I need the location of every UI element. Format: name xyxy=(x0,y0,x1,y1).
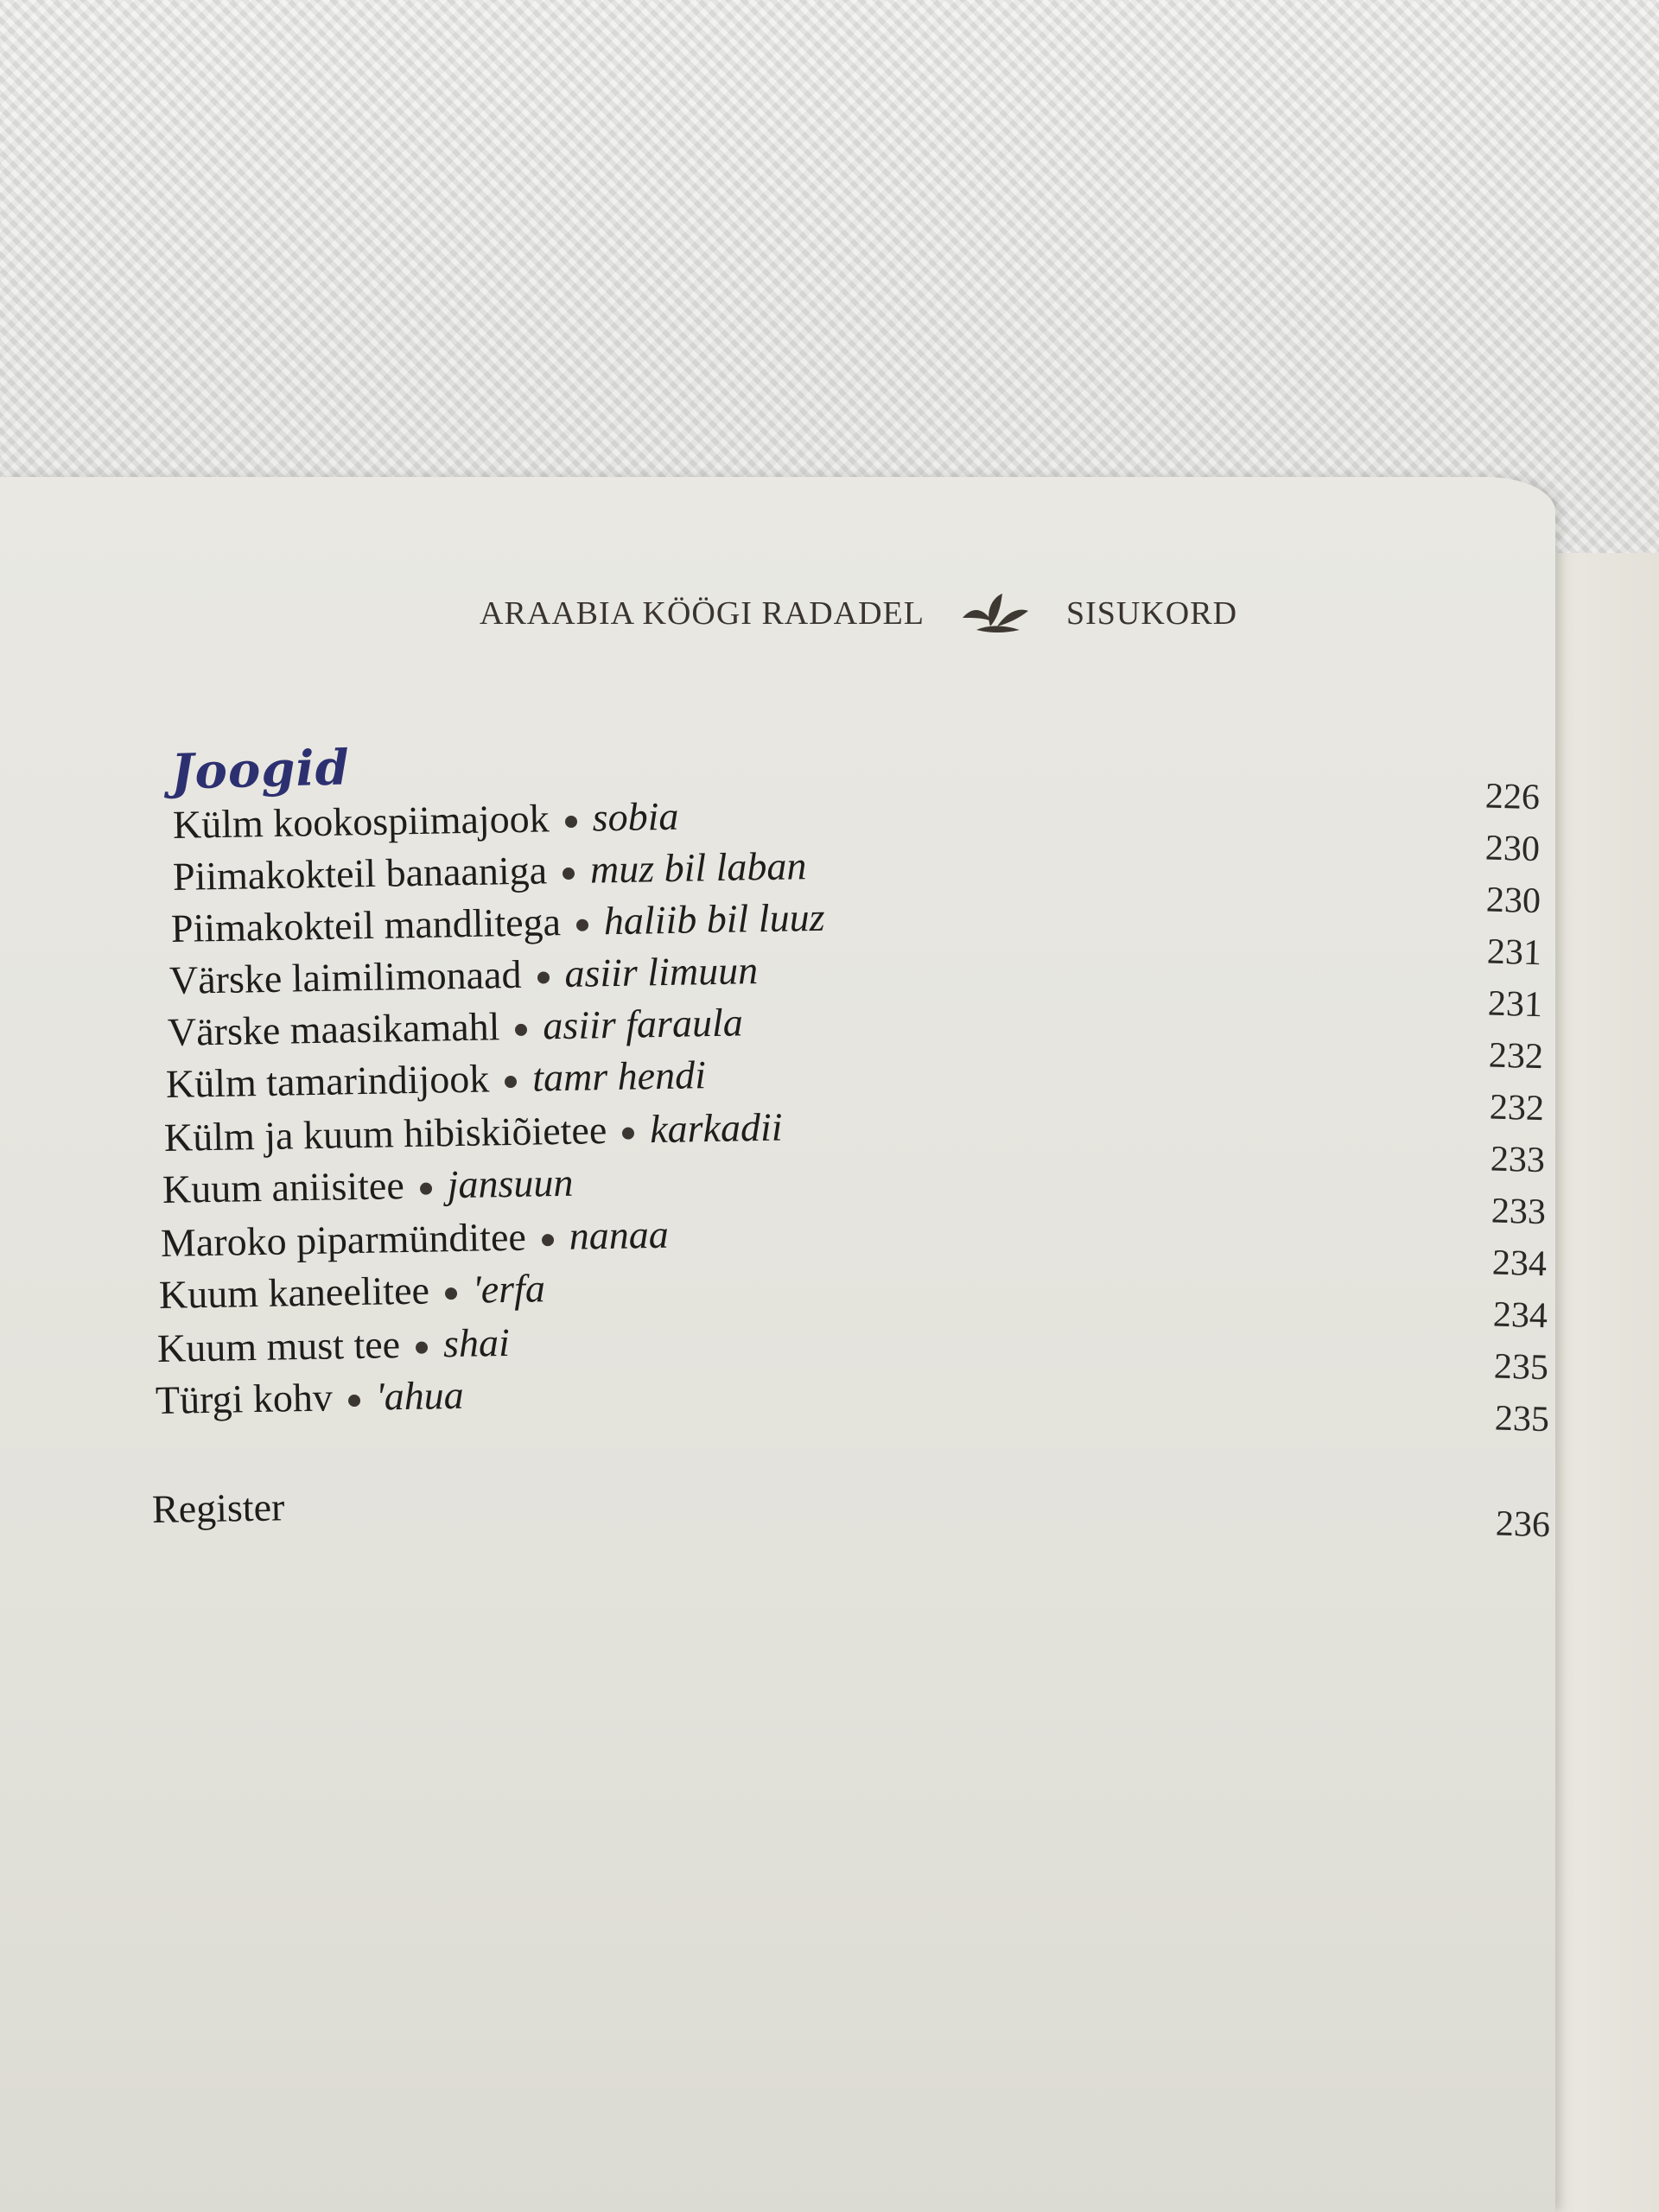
toc-entry xyxy=(166,1052,707,1107)
entry-name: Kuum must tee xyxy=(156,1322,401,1370)
toc-entry xyxy=(173,793,679,848)
entry-page-number: 235 xyxy=(1494,1398,1550,1440)
entry-name: Külm tamarindijook xyxy=(165,1056,490,1106)
bullet-icon xyxy=(445,1287,457,1300)
entry-page-number: 231 xyxy=(1486,931,1542,974)
toc-entry xyxy=(162,1160,574,1212)
entry-name: Türgi kohv xyxy=(155,1375,334,1422)
header-section-title: SISUKORD xyxy=(1065,595,1238,632)
bullet-icon xyxy=(542,1235,554,1247)
toc-entry xyxy=(157,1319,511,1371)
bullet-icon xyxy=(420,1183,432,1195)
entry-name: Piimakokteil mandlitega xyxy=(170,899,562,950)
entry-native-name: 'ahua xyxy=(375,1372,465,1419)
entry-page-number: 234 xyxy=(1492,1294,1548,1337)
bullet-icon xyxy=(622,1128,634,1140)
toc-entry xyxy=(164,1104,783,1160)
bullet-icon xyxy=(348,1395,360,1407)
header-book-title: ARAABIA KÖÖGI RADADEL xyxy=(480,595,925,632)
bullet-icon xyxy=(505,1076,517,1088)
entry-page-number: 231 xyxy=(1487,983,1543,1026)
entry-native-name: karkadii xyxy=(649,1104,783,1152)
toc-entry xyxy=(169,947,759,1003)
entry-native-name: sobia xyxy=(592,793,679,840)
entry-name: Külm kookospiimajook xyxy=(172,796,550,847)
register-entry xyxy=(152,1484,285,1532)
bullet-icon xyxy=(565,816,577,828)
toc-entry xyxy=(161,1211,670,1266)
entry-native-name: tamr hendi xyxy=(531,1052,707,1100)
entry-native-name: shai xyxy=(442,1319,511,1366)
entry-native-name: asiir limuun xyxy=(563,948,759,996)
toc-entry xyxy=(156,1372,465,1423)
entry-name: Maroko piparmünditee xyxy=(160,1214,527,1265)
entry-page-number: 233 xyxy=(1491,1191,1547,1233)
entry-page-number: 234 xyxy=(1491,1243,1548,1285)
bullet-icon xyxy=(515,1024,527,1036)
toc-entry xyxy=(159,1265,546,1318)
toc-entry xyxy=(173,842,807,899)
entry-page-number: 233 xyxy=(1490,1139,1546,1181)
entry-native-name: muz bil laban xyxy=(589,843,807,892)
bullet-icon xyxy=(563,868,575,880)
entry-page-number: 235 xyxy=(1493,1346,1549,1389)
entry-page-number: 230 xyxy=(1484,828,1541,870)
entry-page-number: 232 xyxy=(1488,1035,1544,1077)
entry-name: Värske maasikamahl xyxy=(167,1004,500,1054)
entry-native-name: asiir faraula xyxy=(542,1000,744,1048)
entry-native-name: haliib bil luuz xyxy=(603,894,825,944)
bullet-icon xyxy=(537,972,549,984)
entry-native-name: 'erfa xyxy=(472,1266,546,1312)
register-page-number: 236 xyxy=(1495,1503,1551,1546)
register-label: Register xyxy=(151,1484,285,1531)
entry-native-name: jansuun xyxy=(447,1160,574,1207)
entry-name: Kuum kaneelitee xyxy=(158,1268,430,1317)
entry-name: Külm ja kuum hibiskiõietee xyxy=(163,1108,607,1160)
entry-name: Piimakokteil banaaniga xyxy=(172,848,548,899)
toc-entry xyxy=(168,999,744,1055)
entry-page-number: 232 xyxy=(1489,1087,1545,1129)
section-page-number: 226 xyxy=(1484,776,1541,818)
entry-name: Kuum aniisitee xyxy=(162,1163,405,1211)
toc-entry xyxy=(171,894,825,951)
entry-name: Värske laimilimonaad xyxy=(168,951,522,1002)
section-title: Joogid xyxy=(170,739,351,801)
entry-page-number: 230 xyxy=(1485,880,1541,922)
bullet-icon xyxy=(416,1342,428,1354)
bullet-icon xyxy=(576,919,588,931)
entry-native-name: nanaa xyxy=(569,1211,670,1258)
